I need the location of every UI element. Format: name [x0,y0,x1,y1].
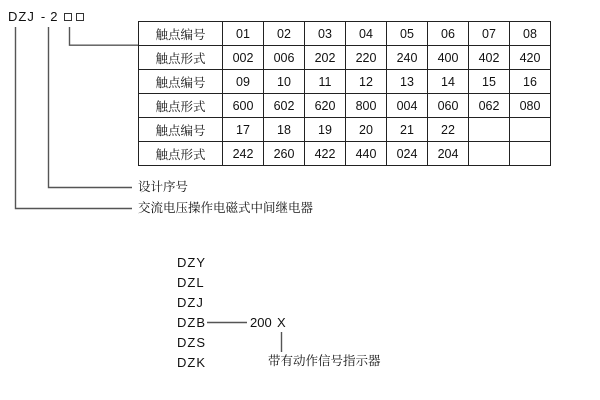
table-cell: 062 [469,94,510,118]
placeholder-box-2 [76,13,84,21]
model-code [8,9,88,24]
table-cell: 08 [510,22,551,46]
table-cell: 13 [387,70,428,94]
table-cell: 12 [346,70,387,94]
table-cell: 10 [264,70,305,94]
table-cell [469,118,510,142]
table-cell: 440 [346,142,387,166]
table-cell: 004 [387,94,428,118]
dzb-example-number: 200 [250,315,272,330]
table-cell: 060 [428,94,469,118]
table-cell [510,118,551,142]
series-item-dzy: DZY [177,255,206,270]
table-cell: 800 [346,94,387,118]
table-cell: 22 [428,118,469,142]
table-cell: 21 [387,118,428,142]
table-cell: 600 [223,94,264,118]
row-header: 触点编号 [139,70,223,94]
table-cell: 05 [387,22,428,46]
series-item-dzj: DZJ [177,295,204,310]
contact-spec-table [138,21,551,166]
dzb-example-suffix: X [277,315,286,330]
table-cell: 02 [264,22,305,46]
table-cell: 400 [428,46,469,70]
row-header: 触点形式 [139,142,223,166]
table-cell: 09 [223,70,264,94]
table-cell: 002 [223,46,264,70]
table-cell: 260 [264,142,305,166]
relay-type-label: 交流电压操作电磁式中间继电器 [138,201,314,215]
series-item-dzl: DZL [177,275,205,290]
table-row [139,94,551,118]
callout-line-contact-table [70,27,139,45]
table-cell: 620 [305,94,346,118]
table-cell: 15 [469,70,510,94]
table-cell: 420 [510,46,551,70]
table-row [139,22,551,46]
table-cell: 17 [223,118,264,142]
table-row [139,142,551,166]
table-cell: 024 [387,142,428,166]
table-cell: 006 [264,46,305,70]
series-item-dzs: DZS [177,335,206,350]
table-cell: 18 [264,118,305,142]
callout-line-relay-type [16,27,133,209]
model-serial: 2 [50,9,59,24]
row-header: 触点编号 [139,22,223,46]
row-header: 触点形式 [139,46,223,70]
design-serial-label: 设计序号 [138,180,189,194]
table-cell: 220 [346,46,387,70]
table-cell: 14 [428,70,469,94]
table-cell: 080 [510,94,551,118]
table-cell: 240 [387,46,428,70]
series-item-dzk: DZK [177,355,206,370]
table-row [139,70,551,94]
table-cell: 16 [510,70,551,94]
table-cell: 04 [346,22,387,46]
table-cell: 20 [346,118,387,142]
series-item-dzb: DZB [177,315,206,330]
model-dash: - [40,9,47,24]
table-cell: 01 [223,22,264,46]
table-cell [510,142,551,166]
table-cell: 03 [305,22,346,46]
table-cell: 07 [469,22,510,46]
table-cell [469,142,510,166]
table-cell: 204 [428,142,469,166]
table-cell: 06 [428,22,469,46]
model-prefix: DZJ [8,9,35,24]
table-cell: 19 [305,118,346,142]
row-header: 触点形式 [139,94,223,118]
placeholder-box-1 [64,13,72,21]
table-cell: 242 [223,142,264,166]
table-cell: 202 [305,46,346,70]
indicator-note-label: 带有动作信号指示器 [268,354,381,368]
row-header: 触点编号 [139,118,223,142]
table-cell: 422 [305,142,346,166]
table-row [139,46,551,70]
table-cell: 402 [469,46,510,70]
table-row [139,118,551,142]
callout-line-design-serial [49,27,133,188]
table-cell: 602 [264,94,305,118]
table-cell: 11 [305,70,346,94]
